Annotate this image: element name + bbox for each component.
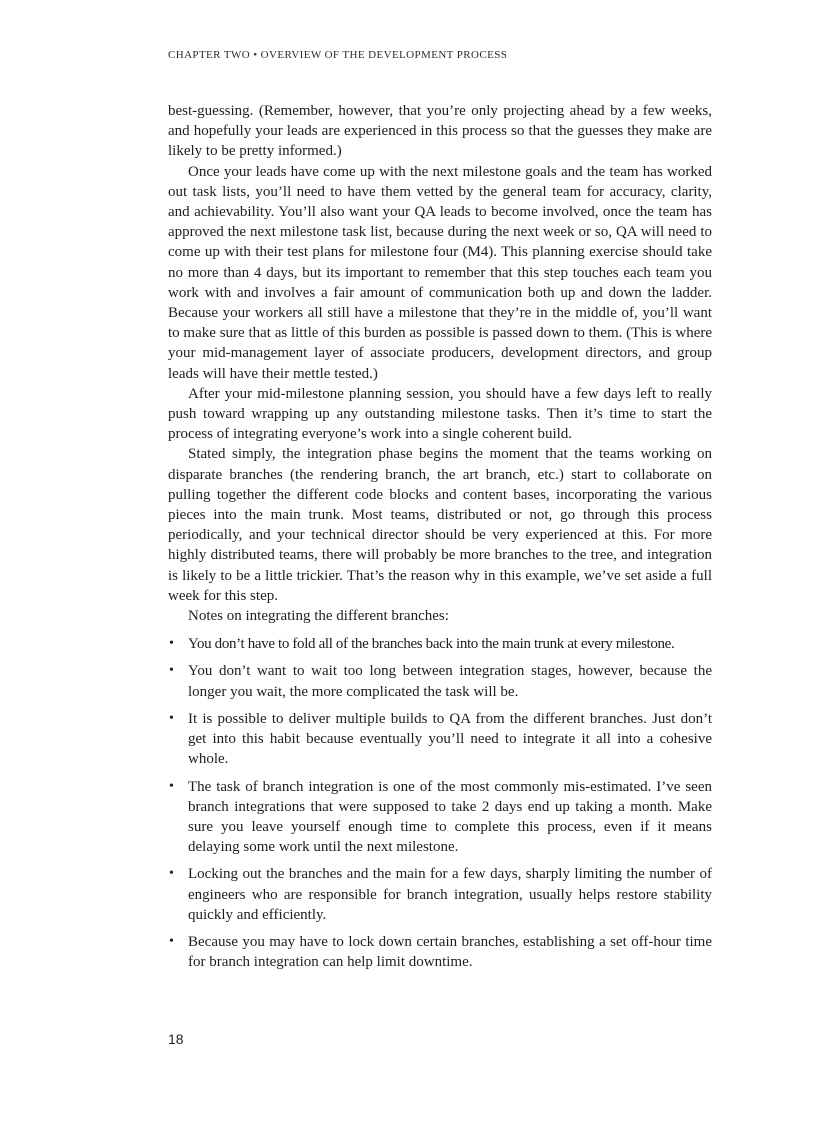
bullet-icon: • [169,663,174,679]
paragraph-continued: best-guessing. (Remember, however, that you’re only projecting ahead by a few weeks, and hopefully your leads are experienced in this process so that the guesses they make are likely to be pretty informed.) [168,103,712,160]
list-item [168,932,712,972]
paragraph: After your mid-milestone planning session, you should have a few days left to really push toward wrapping up any outstanding milestone tasks. Then it’s time to start the process of integrating everyone’s work into a single coherent build. [168,385,712,443]
bullet-icon: • [169,933,174,949]
list-item [168,777,712,858]
list-item-text: You don’t want to wait too long between integration stages, however, because the longer you wait, the more complicated the task will be. [188,663,712,700]
paragraph: Once your leads have come up with the next milestone goals and the team has worked out task lists, you’ll need to have them vetted by the general team for accuracy, clarity, and achievability. You’ll also want your QA leads to become involved, once the team has approved the next milestone task list, because during the next week or so, QA will need to come up with their test plans for milestone four (M4). This planning exercise should take no more than 4 days, but its important to remember that this step touches each team you work with and involves a fair amount of communication both up and down the ladder. Because your workers all still have a milestone that they’re in the middle of, you’ll want to make sure that as little of this burden as possible is passed down to them. (This is where your mid-management layer of associate producers, development directors, and group leads will have their mettle tested.) [168,163,712,382]
list-item-text: It is possible to deliver multiple builds to QA from the different branches. Just don’t get into this habit because eventually you’ll need to integrate it all into a cohesive whole. [188,710,712,768]
list-item [168,634,712,654]
list-item-text: Because you may have to lock down certain branches, establishing a set off-hour time for branch integration can help limit downtime. [188,933,712,971]
list-item [168,864,712,925]
running-head: CHAPTER TWO • OVERVIEW OF THE DEVELOPMENT PROCESS [168,49,508,61]
page-number: 18 [168,1031,184,1047]
list-item-text: You don’t have to fold all of the branches back into the main trunk at every milestone. [188,636,675,653]
bullet-icon: • [169,778,174,794]
list-item-text: Locking out the branches and the main for a few days, sharply limiting the number of engineers who are responsible for branch integration, usually helps restore stability quickly and efficiently. [188,866,712,923]
paragraph: Notes on integrating the different branches: [188,608,449,625]
list-item [168,709,712,770]
list-item [168,661,712,701]
bullet-list [168,634,712,972]
list-item-text: The task of branch integration is one of the most commonly mis-estimated. I’ve seen branch integrations that were supposed to take 2 days end up taking a month. Make sure you leave yourself enough time to complete this process, even if it means delaying some work until the next milestone. [188,778,712,856]
paragraph: Stated simply, the integration phase begins the moment that the teams working on disparate branches (the rendering branch, the art branch, etc.) start to collaborate on pulling together the different code blocks and content bases, incorporating the various pieces into the main trunk. Most teams, distributed or not, go through this process periodically, and your technical director should be very experienced at this. For more highly distributed teams, there will probably be more branches to the tree, and integration is likely to be a little trickier. That’s the reason why in this example, we’ve set aside a full week for this step. [168,446,712,604]
body-text [168,101,712,979]
bullet-icon: • [169,710,174,726]
bullet-icon: • [169,636,174,652]
bullet-icon: • [169,866,174,882]
